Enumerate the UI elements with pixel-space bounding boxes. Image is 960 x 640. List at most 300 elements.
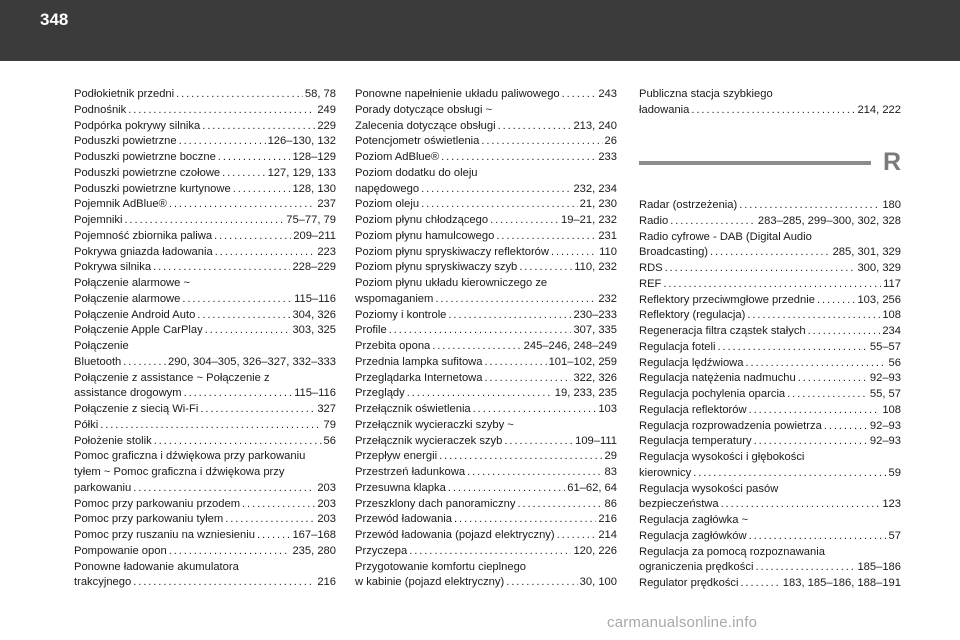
leader-dots [153,260,290,276]
index-entry-term: Położenie stolik [74,434,152,447]
index-entry-term: REF [639,277,662,290]
index-entry-term: w kabinie (pojazd elektryczny) [355,576,505,589]
index-entry-pages: 117 [883,277,901,290]
index-entry [355,245,617,261]
index-entry [355,434,617,450]
leader-dots [741,576,781,592]
index-entry-term: Ponowne napełnienie układu paliwowego [355,88,560,100]
index-entry-term: Radar (ostrzeżenia) [639,199,738,211]
index-entry [355,229,617,245]
index-entry [639,482,901,498]
index-entry [355,103,617,119]
index-entry [639,261,901,277]
index-entry-pages: 290, 304–305, 326–327, 332–333 [168,355,336,368]
index-entry-pages: 243 [598,88,617,100]
index-entry-term: Przyczepa [355,544,408,557]
leader-dots [225,512,315,528]
index-entry-term: Regulacja lędźwiowa [639,356,744,369]
index-entry [639,371,901,387]
index-entry [355,402,617,418]
index-entry-term: Regulacja za pomocą rozpoznawania [639,545,825,558]
index-entry-pages: 126–130, 132 [267,135,336,148]
index-entry-term: Podnośnik [74,103,127,116]
index-entry [74,134,336,150]
leader-dots [824,419,868,435]
leader-dots [485,371,572,387]
index-entry-term: wspomaganiem [355,292,434,305]
index-entry-term: Przełącznik wycieraczki szyby ~ [355,418,514,431]
index-entry-term: Połączenie alarmowe [74,292,181,305]
index-entry-pages: 59 [888,466,901,479]
index-entry-term: Pomoc przy parkowaniu przodem [74,497,241,510]
index-entry-pages: 120, 226 [573,544,617,557]
index-entry [355,308,617,324]
index-entry-pages: 230–233 [573,308,617,321]
index-entry-term: trakcyjnego [74,576,132,589]
index-entry-term: Przełącznik oświetlenia [355,403,471,415]
index-entry-pages: 214 [598,529,617,541]
index-entry-term: Pompowanie opon [74,544,167,557]
index-entry [639,529,901,545]
index-entry-pages: 203 [317,497,336,510]
index-entry-pages: 58, 78 [304,88,336,100]
index-entry [74,481,336,497]
index-entry-term: parkowaniu [74,481,132,494]
index-entry-term: Przełącznik wycieraczek szyb [355,434,503,447]
leader-dots [517,497,602,513]
index-entry [74,418,336,434]
index-entry-pages: 237 [317,198,336,211]
index-entry-term: Potencjometr oświetlenia [355,135,480,148]
leader-dots [123,355,166,371]
leader-dots [747,308,880,324]
index-entry [355,575,617,591]
leader-dots [200,402,315,418]
leader-dots [473,402,597,418]
index-entry [355,150,617,166]
index-entry [74,528,336,544]
index-entry-pages: 92–93 [869,435,901,448]
index-entry [355,560,617,576]
index-entry [639,87,901,103]
leader-dots [754,434,868,450]
index-entry-pages: 101–102, 259 [548,355,617,368]
leader-dots [435,292,596,308]
index-entry-term: Zalecenia dotyczące obsługi [355,119,496,132]
section-divider-rule [639,161,871,165]
index-entry-pages: 327 [317,403,336,415]
index-entry-term: Regulator prędkości [639,577,739,589]
index-entry-pages: 56 [323,434,336,447]
leader-dots [233,182,291,198]
leader-dots [484,355,546,371]
index-column-1 [74,87,336,591]
index-entry [355,512,617,528]
index-entry-term: Porady dotyczące obsługi ~ [355,103,493,116]
index-entry-term: Pokrywa silnika [74,261,152,274]
index-column-3 [639,198,901,592]
index-entry [639,434,901,450]
index-entry-pages: 180 [882,199,901,211]
index-entry-term: Poziom oleju [355,198,420,211]
index-entry-pages: 55–57 [869,340,901,353]
index-entry-term: Przeglądarka Internetowa [355,371,483,384]
index-entry-pages: 55, 57 [869,388,901,400]
index-entry-term: Poduszki powietrzne boczne [74,151,216,163]
index-entry-term: Poduszki powietrzne [74,135,177,148]
leader-dots [808,324,881,340]
index-entry [74,103,336,119]
index-entry [355,355,617,371]
index-entry [639,560,901,576]
leader-dots [721,497,881,513]
index-entry-pages: 304, 326 [292,308,336,321]
index-entry-term: Przesuwna klapka [355,481,446,494]
index-entry-term: Reflektory przeciwmgłowe przednie [639,293,815,306]
index-entry [355,260,617,276]
index-entry [74,512,336,528]
index-entry [639,497,901,513]
watermark: carmanualsonline.info [607,614,758,631]
index-entry-pages: 79 [323,418,336,431]
leader-dots [745,356,886,372]
leader-dots [421,182,571,198]
index-entry [355,418,617,434]
index-entry-pages: 245–246, 248–249 [523,340,617,352]
index-entry-pages: 86 [604,497,617,510]
leader-dots [663,277,881,293]
index-entry [639,466,901,482]
index-entry-term: Profile [355,324,387,337]
leader-dots [551,245,597,261]
leader-dots [125,213,285,229]
index-entry-pages: 232, 234 [573,182,617,195]
leader-dots [182,292,292,308]
index-entry [74,434,336,450]
index-entry-pages: 209–211 [293,229,336,242]
leader-dots [749,403,881,419]
index-entry-pages: 123 [882,498,901,511]
index-entry-term: Przepływ energii [355,450,438,463]
leader-dots [710,245,831,261]
leader-dots [169,197,316,213]
index-entry-pages: 56 [888,356,901,369]
leader-dots [441,150,596,166]
index-entry-term: Połączenie alarmowe ~ [74,277,190,289]
index-entry-term: Przebita opona [355,340,431,352]
index-entry [355,449,617,465]
index-entry-pages: 61–62, 64 [567,481,617,494]
index-entry-term: Reflektory (regulacja) [639,309,746,322]
index-entry-term: Poziom płynu hamulcowego [355,229,495,242]
index-entry [355,528,617,544]
leader-dots [179,134,266,150]
index-entry-term: Połączenie Android Auto [74,308,196,321]
leader-dots [133,481,315,497]
index-entry-pages: 115–116 [294,387,336,400]
index-entry [355,292,617,308]
index-entry-pages: 303, 325 [292,324,336,337]
index-entry [355,481,617,497]
index-entry-term: Poziom płynu chłodzącego [355,214,489,226]
index-entry-pages: 19, 233, 235 [554,387,617,400]
index-entry-term: Pojemność zbiornika paliwa [74,229,213,242]
leader-dots [670,214,756,230]
index-entry-pages: 26 [604,135,617,148]
index-entry-pages: 108 [882,309,901,322]
leader-dots [421,197,578,213]
leader-dots [409,544,571,560]
index-entry [74,402,336,418]
index-entry [639,387,901,403]
index-entry [639,293,901,309]
index-entry-term: Poziom płynu spryskiwaczy szyb [355,261,518,274]
index-entry-pages: 300, 329 [857,262,901,274]
section-letter: R [882,148,901,176]
index-entry-term: Poziom płynu układu kierowniczego ze [355,277,548,289]
index-entry-term: Połączenie [74,340,129,352]
index-entry-term: Półki [74,418,99,431]
leader-dots [202,119,315,135]
index-entry-term: Przewód ładowania (pojazd elektryczny) [355,529,555,541]
page-header-bar [0,0,960,61]
index-column-3-top [639,87,901,119]
index-entry [639,245,901,261]
leader-dots [562,87,597,103]
index-entry [74,339,336,355]
index-entry [74,260,336,276]
index-entry-term: tyłem ~ Pomoc graficzna i dźwiękowa przy [74,466,285,478]
index-entry [355,134,617,150]
index-entry [639,356,901,372]
leader-dots [128,103,315,119]
index-entry [74,182,336,198]
leader-dots [176,87,303,103]
index-entry [74,229,336,245]
leader-dots [454,512,596,528]
index-entry-pages: 103 [598,403,617,415]
index-entry [639,340,901,356]
index-entry-term: Pokrywa gniazda ładowania [74,245,213,258]
index-entry [74,497,336,513]
leader-dots [496,229,596,245]
index-entry-pages: 228–229 [292,261,336,274]
index-column-2 [355,87,617,591]
index-entry [355,544,617,560]
index-entry [639,576,901,592]
index-entry-term: Połączenie z assistance ~ Połączenie z [74,371,270,384]
leader-dots [432,339,521,355]
index-entry [639,103,901,119]
leader-dots [448,308,571,324]
index-entry-pages: 223 [317,245,336,258]
index-entry-term: Połączenie Apple CarPlay [74,324,203,337]
index-entry [74,371,336,387]
index-entry [639,545,901,561]
leader-dots [439,449,602,465]
index-entry-pages: 216 [317,576,336,589]
index-entry-pages: 249 [317,103,336,116]
leader-dots [184,386,293,402]
index-entry [639,214,901,230]
index-entry-pages: 128, 130 [292,182,336,195]
index-entry [74,575,336,591]
index-entry-term: Poduszki powietrzne kurtynowe [74,182,231,195]
index-entry [74,245,336,261]
index-entry-pages: 29 [604,450,617,463]
index-entry [355,371,617,387]
index-entry [639,324,901,340]
index-entry-pages: 235, 280 [292,544,336,557]
index-entry-term: Podłokietnik przedni [74,88,175,100]
index-entry [639,403,901,419]
index-entry-pages: 183, 185–186, 188–191 [782,577,901,589]
index-entry-term: Pojemnik AdBlue® [74,198,167,211]
leader-dots [407,386,553,402]
index-entry-pages: 108 [882,403,901,416]
index-entry [74,276,336,292]
index-entry-pages: 232 [598,292,617,305]
index-entry [639,308,901,324]
index-entry-term: bezpieczeństwa [639,498,719,511]
index-entry-pages: 307, 335 [573,324,617,337]
leader-dots [817,293,855,309]
index-entry-term: Pomoc przy ruszaniu na wzniesieniu [74,529,255,541]
index-entry [639,277,901,293]
index-entry [74,544,336,560]
leader-dots [519,260,572,276]
index-entry-pages: 127, 129, 133 [267,166,336,179]
leader-dots [691,103,855,119]
page-number: 348 [40,10,69,29]
index-entry [639,230,901,246]
index-entry-term: Przewód ładowania [355,513,453,526]
leader-dots [506,575,577,591]
index-entry [74,449,336,465]
index-entry [355,213,617,229]
index-entry-pages: 92–93 [869,372,901,385]
leader-dots [718,340,868,356]
index-entry-term: Poziom AdBlue® [355,151,440,163]
index-entry-term: Pojemniki [74,214,123,226]
index-entry [74,560,336,576]
index-entry-term: Regulacja reflektorów [639,403,747,416]
leader-dots [100,418,321,434]
index-entry-term: Regulacja wysokości i głębokości [639,451,805,463]
index-entry [74,292,336,308]
leader-dots [257,528,290,544]
index-entry-pages: 233 [598,151,617,163]
index-entry-pages: 234 [882,325,901,337]
leader-dots [481,134,602,150]
index-entry-pages: 103, 256 [857,293,901,306]
index-entry [74,87,336,103]
index-entry-pages: 167–168 [292,529,336,541]
index-entry-pages: 231 [598,229,617,242]
leader-dots [787,387,868,403]
index-entry-term: Pomoc przy parkowaniu tyłem [74,513,224,526]
index-entry-pages: 185–186 [857,561,901,574]
index-entry-term: Regeneracja filtra cząstek stałych [639,325,806,337]
index-entry-term: Bluetooth [74,355,122,368]
index-entry-pages: 19–21, 232 [561,214,617,226]
leader-dots [467,465,602,481]
leader-dots [749,529,887,545]
index-entry [74,119,336,135]
index-entry-pages: 110, 232 [574,261,617,274]
leader-dots [665,261,856,277]
index-entry-term: Przednia lampka sufitowa [355,355,483,368]
index-entry-pages: 128–129 [292,151,336,163]
leader-dots [755,560,855,576]
index-entry [74,197,336,213]
index-entry-pages: 75–77, 79 [286,214,336,226]
index-entry [355,182,617,198]
index-entry-term: Regulacja foteli [639,340,716,353]
index-entry-term: Połączenie z siecią Wi-Fi [74,403,199,415]
index-entry-pages: 110 [599,245,617,258]
index-entry-pages: 214, 222 [857,103,901,116]
index-entry-pages: 21, 230 [579,198,617,211]
index-entry [355,166,617,182]
index-entry-term: Regulacja wysokości pasów [639,482,779,495]
index-entry-term: kierownicy [639,466,692,479]
index-entry-term: Poziom płynu spryskiwaczy reflektorów [355,245,549,258]
index-entry-term: Regulacja zagłówka ~ [639,514,749,526]
index-entry-pages: 216 [598,513,617,526]
index-entry-term: napędowego [355,182,420,195]
index-entry [74,355,336,371]
index-entry-pages: 57 [888,529,901,542]
index-entry [355,465,617,481]
section-header-r [639,150,901,184]
index-entry [74,308,336,324]
index-entry-term: Regulacja rozprowadzenia powietrza [639,419,822,432]
index-entry-pages: 229 [317,119,336,132]
index-entry-pages: 213, 240 [573,119,617,132]
index-entry [355,386,617,402]
index-entry-pages: 115–116 [294,292,336,305]
index-entry-pages: 92–93 [869,419,901,432]
index-entry [355,276,617,292]
leader-dots [798,371,868,387]
index-entry-term: Poziom dodatku do oleju [355,166,478,179]
index-entry-term: Przeszklony dach panoramiczny [355,497,516,510]
index-entry [355,119,617,135]
leader-dots [218,150,291,166]
index-entry [355,323,617,339]
index-entry [355,197,617,213]
index-entry [74,166,336,182]
leader-dots [693,466,886,482]
index-entry [355,497,617,513]
index-entry-term: Poduszki powietrzne czołowe [74,166,221,179]
index-entry [639,198,901,214]
index-entry-pages: 285, 301, 329 [832,246,901,259]
index-entry [639,450,901,466]
leader-dots [448,481,565,497]
index-entry-term: Przestrzeń ładunkowa [355,466,466,478]
index-entry [74,213,336,229]
index-entry-term: Pomoc graficzna i dźwiękowa przy parkowaniu [74,450,306,463]
index-entry-term: Regulacja zagłówków [639,529,747,542]
index-entry-term: Radio cyfrowe - DAB (Digital Audio [639,230,812,243]
leader-dots [739,198,880,214]
leader-dots [154,434,322,450]
leader-dots [215,245,316,261]
index-entry-term: Radio [639,214,669,227]
index-entry-term: Broadcasting) [639,246,709,259]
